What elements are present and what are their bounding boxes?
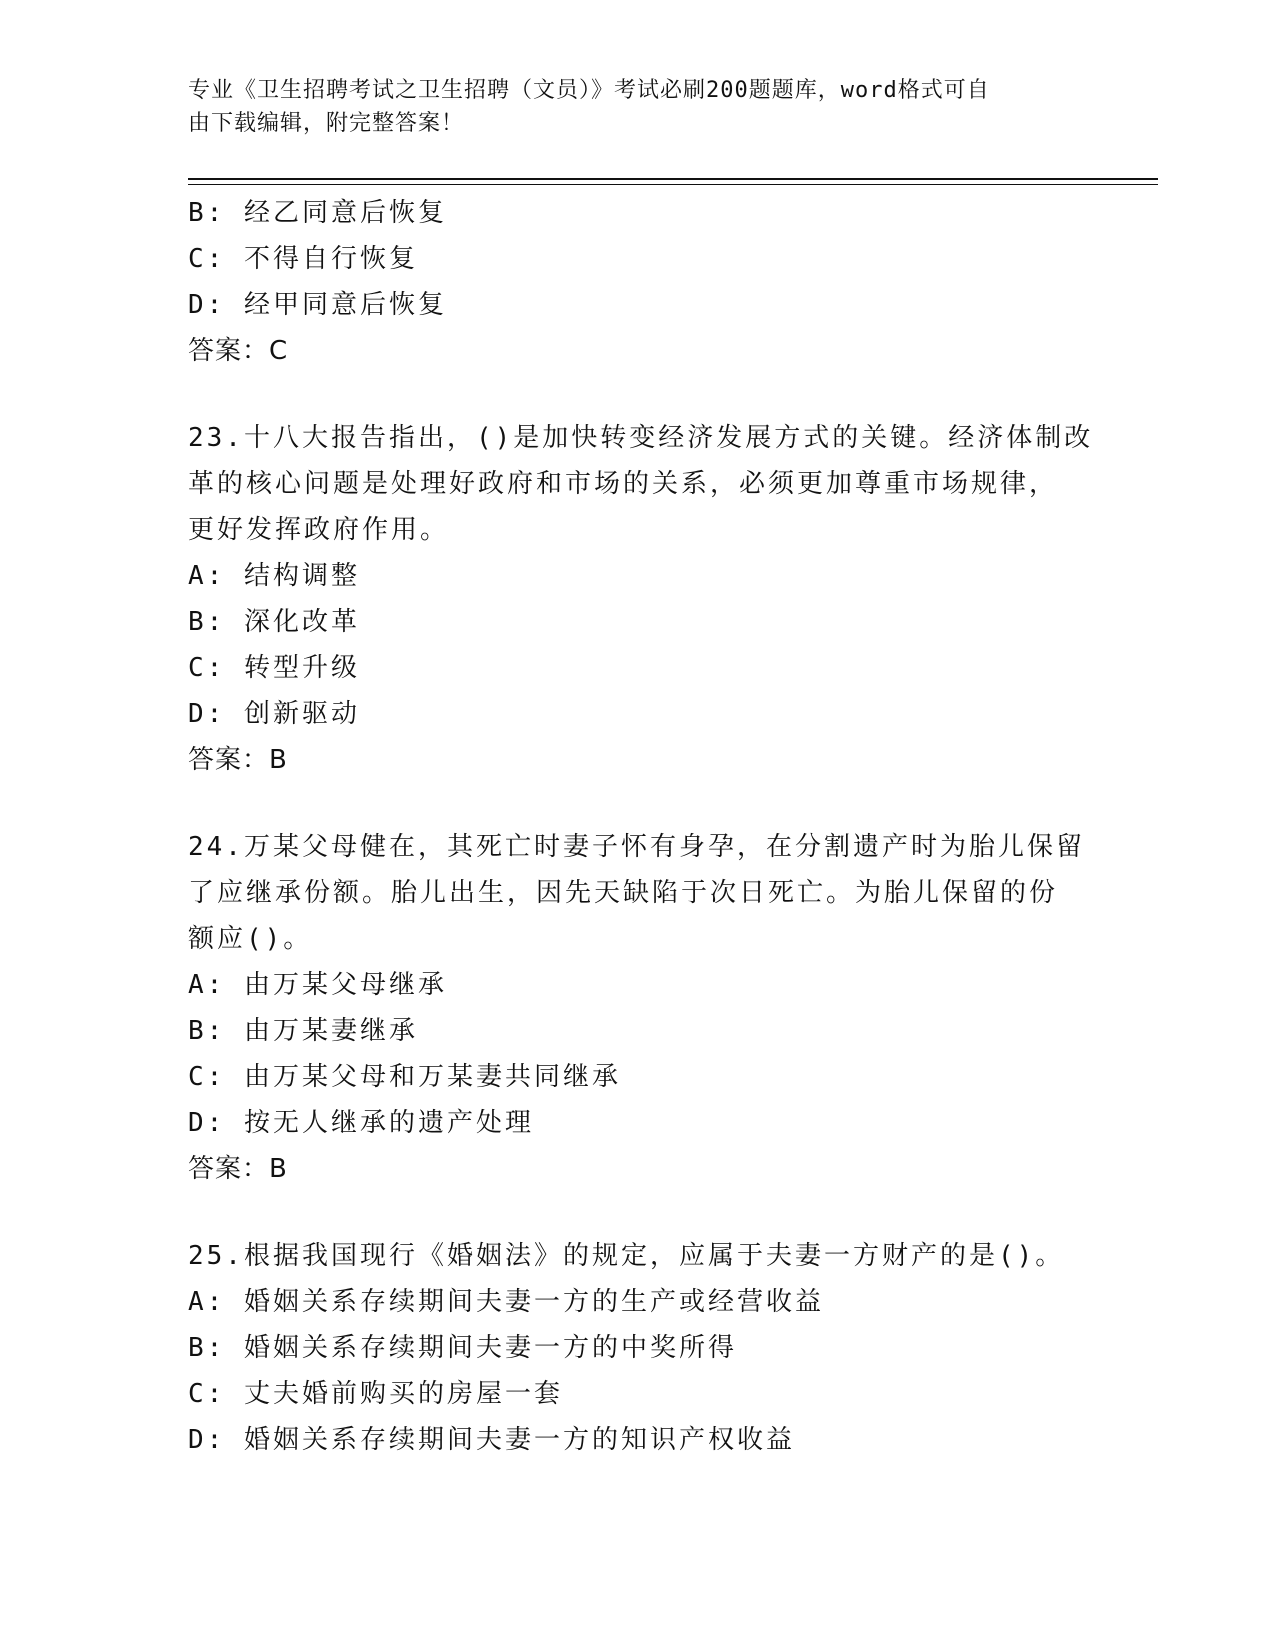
q22-answer: 答案：C bbox=[188, 336, 289, 366]
q24-option-c: C: 由万某父母和万某妻共同继承 bbox=[188, 1062, 621, 1092]
q22-option-c: C: 不得自行恢复 bbox=[188, 244, 418, 274]
q24-stem-line-3: 额应()。 bbox=[188, 924, 313, 954]
q23-option-c: C: 转型升级 bbox=[188, 653, 360, 683]
q23-stem-line-2: 革的核心问题是处理好政府和市场的关系，必须更加尊重市场规律， bbox=[188, 469, 1059, 499]
document-header bbox=[188, 74, 1068, 140]
q25-option-b: B: 婚姻关系存续期间夫妻一方的中奖所得 bbox=[188, 1333, 737, 1363]
q25-option-c: C: 丈夫婚前购买的房屋一套 bbox=[188, 1379, 563, 1409]
q25-option-d: D: 婚姻关系存续期间夫妻一方的知识产权收益 bbox=[188, 1425, 795, 1455]
q23-option-a: A: 结构调整 bbox=[188, 561, 360, 591]
q25-option-a: A: 婚姻关系存续期间夫妻一方的生产或经营收益 bbox=[188, 1287, 824, 1317]
q22-option-b: B: 经乙同意后恢复 bbox=[188, 198, 447, 228]
q24-option-b: B: 由万某妻继承 bbox=[188, 1016, 418, 1046]
q24-stem-line-2: 了应继承份额。胎儿出生，因先天缺陷于次日死亡。为胎儿保留的份 bbox=[188, 878, 1059, 908]
q24-answer: 答案：B bbox=[188, 1154, 288, 1184]
question-content bbox=[188, 190, 1094, 1463]
q23-stem-line-1: 23.十八大报告指出，()是加快转变经济发展方式的关键。经济体制改 bbox=[188, 423, 1094, 453]
q24-stem-line-1: 24.万某父母健在，其死亡时妻子怀有身孕，在分割遗产时为胎儿保留 bbox=[188, 832, 1085, 862]
header-divider-thick bbox=[188, 178, 1158, 180]
q22-option-d: D: 经甲同意后恢复 bbox=[188, 290, 447, 320]
q25-stem-line-1: 25.根据我国现行《婚姻法》的规定，应属于夫妻一方财产的是()。 bbox=[188, 1241, 1065, 1271]
q24-option-a: A: 由万某父母继承 bbox=[188, 970, 447, 1000]
q23-stem-line-3: 更好发挥政府作用。 bbox=[188, 515, 450, 545]
question-24 bbox=[188, 824, 1088, 1192]
q23-answer: 答案：B bbox=[188, 745, 288, 775]
q24-option-d: D: 按无人继承的遗产处理 bbox=[188, 1108, 534, 1138]
q23-option-d: D: 创新驱动 bbox=[188, 699, 360, 729]
q23-option-b: B: 深化改革 bbox=[188, 607, 360, 637]
question-25 bbox=[188, 1233, 1088, 1463]
question-23 bbox=[188, 415, 1094, 783]
header-line-1: 专业《卫生招聘考试之卫生招聘（文员）》考试必刷200题题库，word格式可自 bbox=[188, 78, 990, 103]
header-divider-thin bbox=[188, 184, 1158, 185]
header-line-2: 由下载编辑，附完整答案！ bbox=[188, 111, 465, 136]
question-22-partial bbox=[188, 190, 1088, 374]
